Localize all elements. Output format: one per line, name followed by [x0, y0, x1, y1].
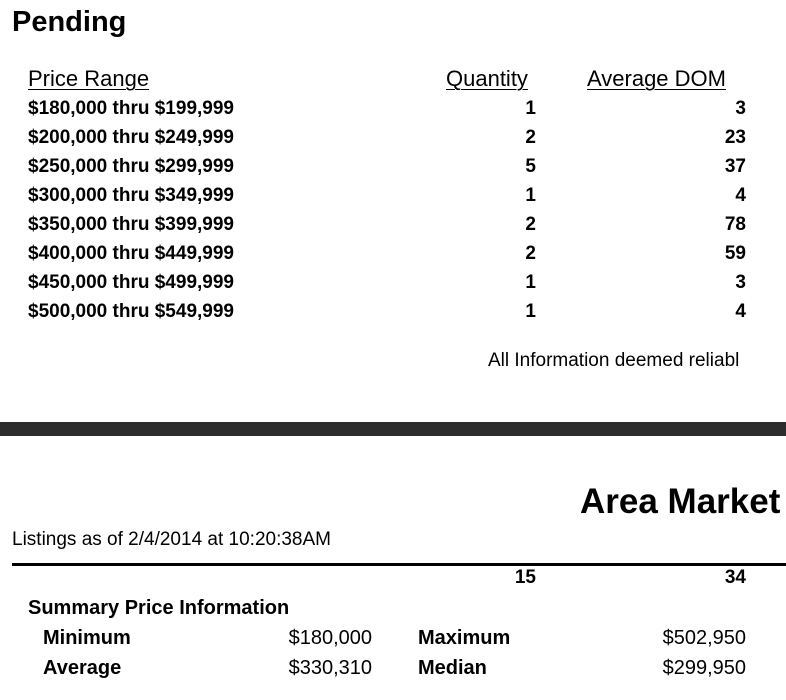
price-range-cell: $200,000 thru $249,999 [28, 127, 234, 148]
maximum-value: $502,950 [662, 627, 746, 649]
minimum-value: $180,000 [288, 627, 372, 649]
average-dom-cell: 4 [735, 301, 746, 322]
quantity-cell: 2 [525, 214, 536, 235]
header-rule [12, 563, 786, 566]
disclaimer-text: All Information deemed reliabl [488, 350, 740, 371]
table-row [0, 270, 786, 299]
median-label: Median [418, 657, 487, 679]
table-row [0, 183, 786, 212]
table-row [0, 154, 786, 183]
table-row [0, 212, 786, 241]
quantity-cell: 2 [525, 127, 536, 148]
quantity-cell: 1 [525, 272, 536, 293]
price-range-cell: $450,000 thru $499,999 [28, 272, 234, 293]
listing-count-b: 34 [724, 567, 746, 588]
price-range-cell: $250,000 thru $299,999 [28, 156, 234, 177]
table-row [0, 241, 786, 270]
summary-price-heading: Summary Price Information [28, 597, 290, 619]
listing-count-a: 15 [514, 567, 536, 588]
average-dom-cell: 3 [735, 272, 746, 293]
quantity-cell: 2 [525, 243, 536, 264]
minimum-label: Minimum [43, 627, 131, 649]
average-dom-cell: 23 [724, 127, 746, 148]
price-range-cell: $300,000 thru $349,999 [28, 185, 234, 206]
average-dom-cell: 4 [735, 185, 746, 206]
average-label: Average [43, 657, 122, 679]
average-value: $330,310 [288, 657, 372, 679]
median-value: $299,950 [662, 657, 746, 679]
quantity-header: Quantity [446, 66, 528, 91]
price-range-cell: $500,000 thru $549,999 [28, 301, 234, 322]
price-range-header: Price Range [28, 66, 150, 91]
price-range-cell: $400,000 thru $449,999 [28, 243, 234, 264]
maximum-label: Maximum [418, 627, 511, 649]
average-dom-cell: 78 [724, 214, 746, 235]
table-row [0, 125, 786, 154]
listings-date: Listings as of 2/4/2014 at 10:20:38AM [12, 529, 331, 550]
average-dom-header: Average DOM [587, 66, 726, 91]
quantity-cell: 5 [525, 156, 536, 177]
table-row [0, 299, 786, 328]
average-dom-cell: 59 [724, 243, 746, 264]
pending-section-title: Pending [12, 6, 127, 38]
quantity-cell: 1 [525, 98, 536, 119]
average-dom-cell: 37 [724, 156, 746, 177]
price-range-cell: $350,000 thru $399,999 [28, 214, 234, 235]
quantity-cell: 1 [525, 185, 536, 206]
price-range-cell: $180,000 thru $199,999 [28, 98, 234, 119]
table-row [0, 96, 786, 125]
quantity-cell: 1 [525, 301, 536, 322]
page-divider [0, 422, 786, 436]
area-market-title: Area Market [580, 482, 781, 521]
pending-table [0, 96, 786, 328]
average-dom-cell: 3 [735, 98, 746, 119]
